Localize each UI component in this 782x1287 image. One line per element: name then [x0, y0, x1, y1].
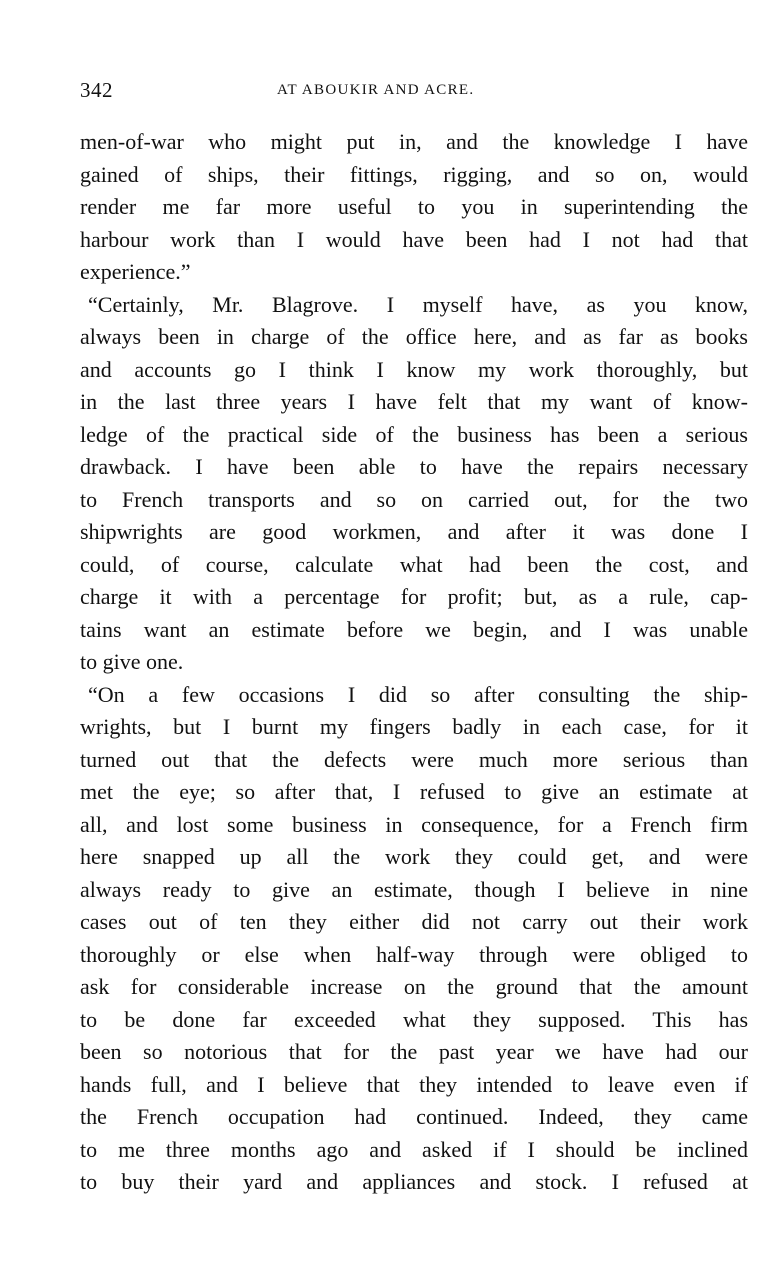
text-line: always been in charge of the office here, and as far as books — [80, 324, 748, 349]
text-line: men-of-war who might put in, and the knowledge I have — [80, 129, 748, 154]
text-line: to give one. — [80, 649, 184, 674]
text-line: to me three months ago and asked if I should be inclined — [80, 1136, 748, 1162]
text-line: render me far more useful to you in superintending the — [80, 194, 748, 219]
text-line: met the eye; so after that, I refused to give an estimate at — [80, 779, 748, 804]
page-number: 342 — [80, 78, 113, 102]
text-line: shipwrights are good workmen, and after it was done I — [80, 519, 748, 544]
text-line: to be done far exceeded what they supposed. This has — [80, 1006, 748, 1032]
text-line: experience.” — [80, 259, 191, 284]
text-line: always ready to give an estimate, though I believe in nine — [80, 876, 748, 902]
text-line: drawback. I have been able to have the repairs necessary — [80, 454, 748, 479]
text-line: here snapped up all the work they could get, and were — [80, 844, 748, 869]
text-line: cases out of ten they either did not carry out their work — [80, 909, 748, 934]
body-text — [80, 126, 748, 1199]
text-line: and accounts go I think I know my work thoroughly, but — [80, 356, 748, 382]
text-line: to French transports and so on carried out, for the two — [80, 486, 748, 512]
text-line: could, of course, calculate what had been the cost, and — [80, 551, 748, 577]
text-line: wrights, but I burnt my fingers badly in each case, for it — [80, 714, 748, 739]
running-head — [80, 78, 748, 108]
text-line: “On a few occasions I did so after consulting the ship- — [88, 681, 748, 707]
text-line: hands full, and I believe that they intended to leave even if — [80, 1071, 748, 1097]
text-line: all, and lost some business in consequence, for a French firm — [80, 811, 748, 837]
text-line: ledge of the practical side of the business has been a serious — [80, 421, 748, 447]
running-title: AT ABOUKIR AND ACRE. — [277, 82, 475, 98]
text-line: ask for considerable increase on the ground that the amount — [80, 974, 748, 999]
text-line: the French occupation had continued. Indeed, they came — [80, 1104, 748, 1129]
text-line: gained of ships, their fittings, rigging, and so on, would — [80, 161, 748, 187]
text-line: in the last three years I have felt that my want of know- — [80, 389, 748, 414]
text-line: “Certainly, Mr. Blagrove. I myself have, as you know, — [88, 291, 748, 317]
text-line: thoroughly or else when half-way through were obliged to — [80, 941, 748, 967]
text-line: charge it with a percentage for profit; but, as a rule, cap- — [80, 584, 748, 609]
text-line: tains want an estimate before we begin, and I was unable — [80, 616, 748, 642]
text-line: harbour work than I would have been had I not had that — [80, 226, 748, 252]
text-line: turned out that the defects were much more serious than — [80, 746, 748, 772]
text-line: to buy their yard and appliances and stock. I refused at — [80, 1169, 748, 1194]
text-line: been so notorious that for the past year we have had our — [80, 1039, 748, 1064]
